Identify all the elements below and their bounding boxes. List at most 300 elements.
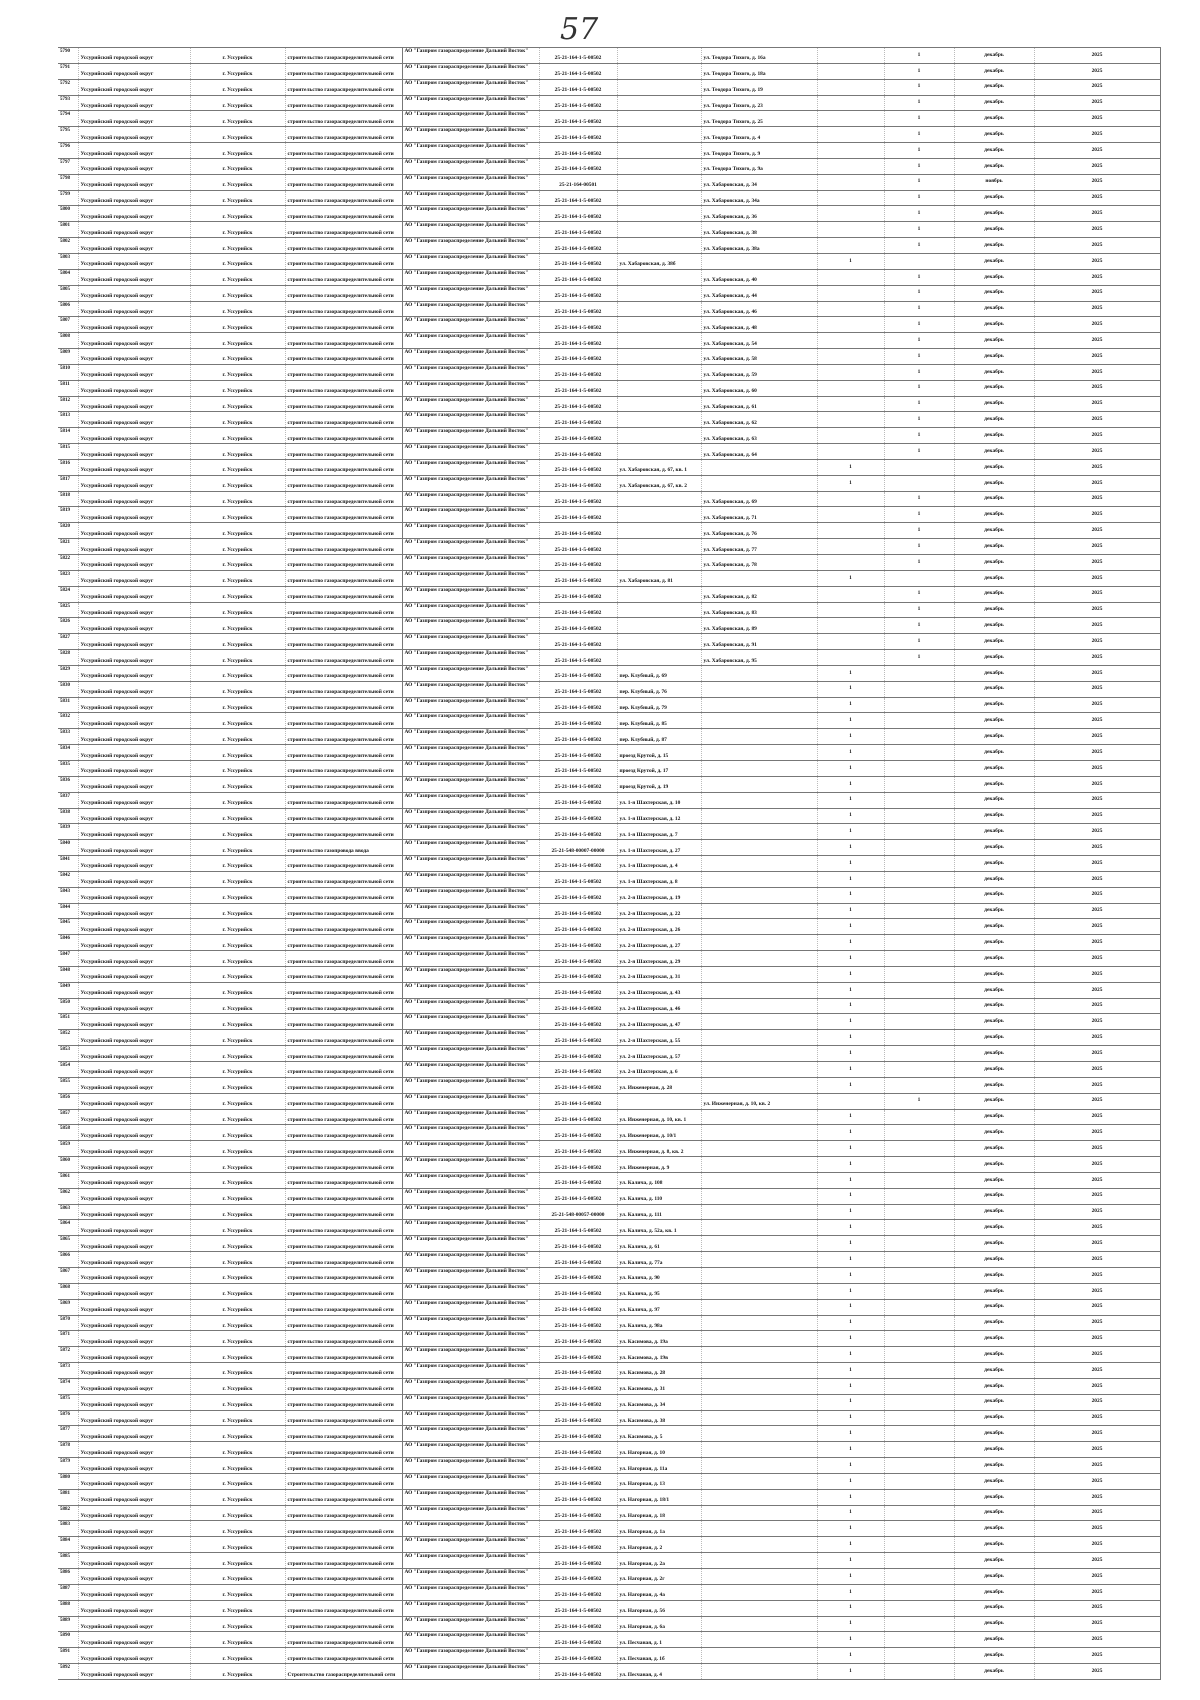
address-cell: пер. Клубный, д. 87 xyxy=(617,729,701,745)
completion-year-cell: 2025 xyxy=(1034,1537,1160,1553)
quantity-cell: 1 xyxy=(817,1172,884,1188)
completion-month-cell: декабрь xyxy=(954,190,1034,206)
table-row xyxy=(58,555,1160,571)
completion-year-cell: 2025 xyxy=(1034,1600,1160,1616)
quantity-cell: 1 xyxy=(817,1046,884,1062)
address-cell: ул. Калича, д. 90 xyxy=(617,1267,701,1283)
table-row xyxy=(58,222,1160,238)
locality-cell: г. Уссурийск xyxy=(190,206,285,222)
completion-year-cell: 2025 xyxy=(1034,713,1160,729)
quantity-cell xyxy=(817,380,884,396)
address-alt-cell xyxy=(701,951,817,967)
table-row xyxy=(58,206,1160,222)
address-cell xyxy=(617,396,701,412)
quantity-alt-cell xyxy=(884,1141,954,1157)
quantity-cell: 1 xyxy=(817,1553,884,1569)
object-code-cell: 25-21-164-1-5-00502 xyxy=(539,143,617,159)
municipal-district-cell: Уссурийский городской округ xyxy=(78,1648,190,1664)
address-cell: ул. Нагорная, д. 18/1 xyxy=(617,1489,701,1505)
quantity-cell: 1 xyxy=(817,1077,884,1093)
completion-month-cell: декабрь xyxy=(954,1093,1034,1109)
work-type-cell: строительство газораспределительной сети xyxy=(285,1014,402,1030)
locality-cell: г. Уссурийск xyxy=(190,459,285,475)
completion-month-cell: декабрь xyxy=(954,729,1034,745)
address-cell xyxy=(617,222,701,238)
object-code-cell: 25-21-164-1-5-00502 xyxy=(539,856,617,872)
completion-year-cell: 2025 xyxy=(1034,951,1160,967)
address-cell xyxy=(617,428,701,444)
municipal-district-cell: Уссурийский городской округ xyxy=(78,1489,190,1505)
table-row xyxy=(58,285,1160,301)
quantity-alt-cell: 1 xyxy=(884,285,954,301)
work-type-cell: строительство газораспределительной сети xyxy=(285,491,402,507)
quantity-alt-cell xyxy=(884,1236,954,1252)
object-code-cell: 25-21-164-1-5-00502 xyxy=(539,190,617,206)
row-number-cell: 5801 xyxy=(58,222,78,238)
completion-year-cell: 2025 xyxy=(1034,586,1160,602)
completion-month-cell: декабрь xyxy=(954,1046,1034,1062)
address-alt-cell: ул. Хабаровская, д. 63 xyxy=(701,428,817,444)
address-alt-cell: ул. Хабаровская, д. 62 xyxy=(701,412,817,428)
table-row xyxy=(58,1252,1160,1268)
quantity-alt-cell: 1 xyxy=(884,95,954,111)
locality-cell: г. Уссурийск xyxy=(190,1046,285,1062)
row-number-cell: 5890 xyxy=(58,1632,78,1648)
municipal-district-cell: Уссурийский городской округ xyxy=(78,602,190,618)
address-alt-cell xyxy=(701,1553,817,1569)
quantity-alt-cell xyxy=(884,1157,954,1173)
address-alt-cell xyxy=(701,1521,817,1537)
locality-cell: г. Уссурийск xyxy=(190,111,285,127)
object-code-cell: 25-21-164-1-5-00502 xyxy=(539,1378,617,1394)
address-alt-cell xyxy=(701,887,817,903)
quantity-cell: 1 xyxy=(817,1648,884,1664)
row-number-cell: 5797 xyxy=(58,158,78,174)
address-alt-cell: ул. Теодора Тихого, д. 9 xyxy=(701,143,817,159)
address-cell: ул. Калича, д. 97 xyxy=(617,1299,701,1315)
locality-cell: г. Уссурийск xyxy=(190,523,285,539)
table-row xyxy=(58,681,1160,697)
address-cell: ул. Калича, д. 108 xyxy=(617,1172,701,1188)
address-cell: ул. 1-я Шахтерская, д. 4 xyxy=(617,856,701,872)
work-type-cell: Строительство газораспределительной сети xyxy=(285,1664,402,1680)
quantity-alt-cell xyxy=(884,808,954,824)
table-row xyxy=(58,1537,1160,1553)
work-type-cell: строительство газораспределительной сети xyxy=(285,523,402,539)
completion-year-cell: 2025 xyxy=(1034,1267,1160,1283)
quantity-alt-cell: 1 xyxy=(884,491,954,507)
quantity-cell xyxy=(817,428,884,444)
organization-cell: АО "Газпром газораспределение Дальний Восток" xyxy=(402,713,539,729)
quantity-alt-cell: 1 xyxy=(884,333,954,349)
quantity-cell: 1 xyxy=(817,1236,884,1252)
object-code-cell: 25-21-164-1-5-00502 xyxy=(539,1030,617,1046)
completion-year-cell: 2025 xyxy=(1034,618,1160,634)
object-code-cell: 25-21-164-1-5-00502 xyxy=(539,1648,617,1664)
quantity-alt-cell xyxy=(884,792,954,808)
address-cell: ул. Нагорная, д. 4а xyxy=(617,1584,701,1600)
municipal-district-cell: Уссурийский городской округ xyxy=(78,79,190,95)
address-cell: ул. Калича, д. 95 xyxy=(617,1283,701,1299)
municipal-district-cell: Уссурийский городской округ xyxy=(78,111,190,127)
municipal-district-cell: Уссурийский городской округ xyxy=(78,127,190,143)
completion-month-cell: декабрь xyxy=(954,127,1034,143)
work-type-cell: строительство газораспределительной сети xyxy=(285,871,402,887)
organization-cell: АО "Газпром газораспределение Дальний Восток" xyxy=(402,1537,539,1553)
completion-month-cell: декабрь xyxy=(954,1363,1034,1379)
municipal-district-cell: Уссурийский городской округ xyxy=(78,998,190,1014)
address-alt-cell xyxy=(701,1299,817,1315)
table-row xyxy=(58,570,1160,586)
work-type-cell: строительство газораспределительной сети xyxy=(285,808,402,824)
gasification-registry-table xyxy=(58,47,1161,1680)
completion-month-cell: декабрь xyxy=(954,63,1034,79)
quantity-cell: 1 xyxy=(817,253,884,269)
quantity-alt-cell: 1 xyxy=(884,222,954,238)
address-cell: ул. Калича, д. 77а xyxy=(617,1252,701,1268)
table-row xyxy=(58,1632,1160,1648)
work-type-cell: строительство газораспределительной сети xyxy=(285,1188,402,1204)
address-cell: ул. Инженерная, д. 10/1 xyxy=(617,1125,701,1141)
completion-year-cell: 2025 xyxy=(1034,887,1160,903)
address-cell: ул. 2-я Шахтерская, д. 43 xyxy=(617,982,701,998)
organization-cell: АО "Газпром газораспределение Дальний Восток" xyxy=(402,444,539,460)
object-code-cell: 25-21-164-1-5-00502 xyxy=(539,1363,617,1379)
row-number-cell: 5835 xyxy=(58,760,78,776)
object-code-cell: 25-21-164-1-5-00502 xyxy=(539,459,617,475)
completion-year-cell: 2025 xyxy=(1034,1458,1160,1474)
organization-cell: АО "Газпром газораспределение Дальний Восток" xyxy=(402,1664,539,1680)
quantity-alt-cell: 1 xyxy=(884,428,954,444)
object-code-cell: 25-21-164-1-5-00502 xyxy=(539,665,617,681)
row-number-cell: 5810 xyxy=(58,364,78,380)
quantity-cell: 1 xyxy=(817,1442,884,1458)
address-cell xyxy=(617,63,701,79)
address-cell: ул. Нагорная, д. 56 xyxy=(617,1600,701,1616)
completion-year-cell: 2025 xyxy=(1034,396,1160,412)
organization-cell: АО "Газпром газораспределение Дальний Восток" xyxy=(402,1632,539,1648)
work-type-cell: строительство газораспределительной сети xyxy=(285,190,402,206)
organization-cell: АО "Газпром газораспределение Дальний Восток" xyxy=(402,887,539,903)
completion-month-cell: декабрь xyxy=(954,333,1034,349)
completion-month-cell: декабрь xyxy=(954,824,1034,840)
table-row xyxy=(58,523,1160,539)
object-code-cell: 25-21-548-00007-00000 xyxy=(539,840,617,856)
completion-month-cell: декабрь xyxy=(954,1600,1034,1616)
quantity-alt-cell xyxy=(884,871,954,887)
table-row xyxy=(58,317,1160,333)
locality-cell: г. Уссурийск xyxy=(190,824,285,840)
locality-cell: г. Уссурийск xyxy=(190,143,285,159)
table-row xyxy=(58,444,1160,460)
organization-cell: АО "Газпром газораспределение Дальний Восток" xyxy=(402,919,539,935)
quantity-cell: 1 xyxy=(817,871,884,887)
address-cell xyxy=(617,602,701,618)
address-alt-cell xyxy=(701,729,817,745)
municipal-district-cell: Уссурийский городской округ xyxy=(78,1600,190,1616)
row-number-cell: 5807 xyxy=(58,317,78,333)
table-row xyxy=(58,840,1160,856)
locality-cell: г. Уссурийск xyxy=(190,1537,285,1553)
locality-cell: г. Уссурийск xyxy=(190,1172,285,1188)
municipal-district-cell: Уссурийский городской округ xyxy=(78,1331,190,1347)
completion-month-cell: декабрь xyxy=(954,1125,1034,1141)
object-code-cell: 25-21-164-1-5-00502 xyxy=(539,507,617,523)
organization-cell: АО "Газпром газораспределение Дальний Восток" xyxy=(402,285,539,301)
organization-cell: АО "Газпром газораспределение Дальний Восток" xyxy=(402,1473,539,1489)
row-number-cell: 5862 xyxy=(58,1188,78,1204)
organization-cell: АО "Газпром газораспределение Дальний Восток" xyxy=(402,966,539,982)
completion-year-cell: 2025 xyxy=(1034,301,1160,317)
address-cell: ул. 2-я Шахтерская, д. 29 xyxy=(617,951,701,967)
address-alt-cell xyxy=(701,1062,817,1078)
completion-month-cell: декабрь xyxy=(954,697,1034,713)
row-number-cell: 5848 xyxy=(58,966,78,982)
quantity-cell: 1 xyxy=(817,665,884,681)
row-number-cell: 5840 xyxy=(58,840,78,856)
row-number-cell: 5867 xyxy=(58,1267,78,1283)
work-type-cell: строительство газораспределительной сети xyxy=(285,1632,402,1648)
quantity-cell: 1 xyxy=(817,1014,884,1030)
locality-cell: г. Уссурийск xyxy=(190,269,285,285)
object-code-cell: 25-21-164-1-5-00502 xyxy=(539,1473,617,1489)
completion-month-cell: декабрь xyxy=(954,745,1034,761)
completion-year-cell: 2025 xyxy=(1034,428,1160,444)
municipal-district-cell: Уссурийский городской округ xyxy=(78,760,190,776)
completion-year-cell: 2025 xyxy=(1034,1521,1160,1537)
organization-cell: АО "Газпром газораспределение Дальний Восток" xyxy=(402,1347,539,1363)
organization-cell: АО "Газпром газораспределение Дальний Восток" xyxy=(402,1410,539,1426)
organization-cell: АО "Газпром газораспределение Дальний Восток" xyxy=(402,935,539,951)
table-row xyxy=(58,349,1160,365)
quantity-alt-cell xyxy=(884,253,954,269)
table-row xyxy=(58,491,1160,507)
municipal-district-cell: Уссурийский городской округ xyxy=(78,982,190,998)
row-number-cell: 5858 xyxy=(58,1125,78,1141)
completion-year-cell: 2025 xyxy=(1034,190,1160,206)
address-alt-cell: ул. Хабаровская, д. 61 xyxy=(701,396,817,412)
locality-cell: г. Уссурийск xyxy=(190,1188,285,1204)
completion-month-cell: декабрь xyxy=(954,1521,1034,1537)
row-number-cell: 5800 xyxy=(58,206,78,222)
row-number-cell: 5852 xyxy=(58,1030,78,1046)
row-number-cell: 5809 xyxy=(58,349,78,365)
work-type-cell: строительство газораспределительной сети xyxy=(285,428,402,444)
address-cell xyxy=(617,174,701,190)
quantity-alt-cell: 1 xyxy=(884,412,954,428)
quantity-cell: 1 xyxy=(817,1062,884,1078)
address-cell xyxy=(617,238,701,254)
organization-cell: АО "Газпром газораспределение Дальний Восток" xyxy=(402,1141,539,1157)
quantity-alt-cell xyxy=(884,1046,954,1062)
quantity-cell: 1 xyxy=(817,713,884,729)
completion-year-cell: 2025 xyxy=(1034,444,1160,460)
object-code-cell: 25-21-164-1-5-00502 xyxy=(539,428,617,444)
row-number-cell: 5847 xyxy=(58,951,78,967)
work-type-cell: строительство газораспределительной сети xyxy=(285,48,402,64)
locality-cell: г. Уссурийск xyxy=(190,840,285,856)
address-cell: ул. Касимова, д. 19в xyxy=(617,1347,701,1363)
municipal-district-cell: Уссурийский городской округ xyxy=(78,935,190,951)
municipal-district-cell: Уссурийский городской округ xyxy=(78,1315,190,1331)
completion-month-cell: декабрь xyxy=(954,253,1034,269)
locality-cell: г. Уссурийск xyxy=(190,998,285,1014)
work-type-cell: строительство газораспределительной сети xyxy=(285,95,402,111)
object-code-cell: 25-21-164-1-5-00502 xyxy=(539,681,617,697)
row-number-cell: 5828 xyxy=(58,650,78,666)
completion-year-cell: 2025 xyxy=(1034,1157,1160,1173)
address-cell xyxy=(617,79,701,95)
work-type-cell: строительство газораспределительной сети xyxy=(285,1299,402,1315)
organization-cell: АО "Газпром газораспределение Дальний Восток" xyxy=(402,555,539,571)
address-cell: ул. Нагорная, д. 2а xyxy=(617,1553,701,1569)
quantity-alt-cell: 1 xyxy=(884,634,954,650)
municipal-district-cell: Уссурийский городской округ xyxy=(78,174,190,190)
quantity-cell xyxy=(817,158,884,174)
completion-month-cell: декабрь xyxy=(954,1537,1034,1553)
quantity-cell: 1 xyxy=(817,1616,884,1632)
completion-month-cell: декабрь xyxy=(954,1442,1034,1458)
quantity-alt-cell: 1 xyxy=(884,143,954,159)
row-number-cell: 5823 xyxy=(58,570,78,586)
organization-cell: АО "Газпром газораспределение Дальний Восток" xyxy=(402,1062,539,1078)
completion-month-cell: декабрь xyxy=(954,665,1034,681)
completion-year-cell: 2025 xyxy=(1034,1125,1160,1141)
table-row xyxy=(58,412,1160,428)
quantity-cell: 1 xyxy=(817,1283,884,1299)
row-number-cell: 5821 xyxy=(58,539,78,555)
completion-month-cell: декабрь xyxy=(954,1505,1034,1521)
object-code-cell: 25-21-164-1-5-00502 xyxy=(539,1109,617,1125)
quantity-cell: 1 xyxy=(817,681,884,697)
address-cell: ул. Хабаровская, д. 38б xyxy=(617,253,701,269)
address-alt-cell xyxy=(701,745,817,761)
table-row xyxy=(58,1077,1160,1093)
object-code-cell: 25-21-164-1-5-00502 xyxy=(539,380,617,396)
work-type-cell: строительство газораспределительной сети xyxy=(285,269,402,285)
quantity-cell: 1 xyxy=(817,808,884,824)
address-alt-cell xyxy=(701,570,817,586)
locality-cell: г. Уссурийск xyxy=(190,1267,285,1283)
completion-year-cell: 2025 xyxy=(1034,523,1160,539)
work-type-cell: строительство газораспределительной сети xyxy=(285,222,402,238)
work-type-cell: строительство газораспределительной сети xyxy=(285,1648,402,1664)
work-type-cell: строительство газораспределительной сети xyxy=(285,760,402,776)
address-alt-cell xyxy=(701,475,817,491)
object-code-cell: 25-21-164-1-5-00502 xyxy=(539,475,617,491)
organization-cell: АО "Газпром газораспределение Дальний Восток" xyxy=(402,1315,539,1331)
object-code-cell: 25-21-164-1-5-00502 xyxy=(539,1125,617,1141)
locality-cell: г. Уссурийск xyxy=(190,95,285,111)
work-type-cell: строительство газораспределительной сети xyxy=(285,349,402,365)
work-type-cell: строительство газораспределительной сети xyxy=(285,951,402,967)
completion-month-cell: декабрь xyxy=(954,1204,1034,1220)
quantity-alt-cell: 1 xyxy=(884,79,954,95)
completion-year-cell: 2025 xyxy=(1034,903,1160,919)
table-row xyxy=(58,1109,1160,1125)
work-type-cell: строительство газораспределительной сети xyxy=(285,1093,402,1109)
object-code-cell: 25-21-164-1-5-00502 xyxy=(539,1410,617,1426)
object-code-cell: 25-21-164-1-5-00502 xyxy=(539,333,617,349)
table-row xyxy=(58,269,1160,285)
work-type-cell: строительство газораспределительной сети xyxy=(285,63,402,79)
work-type-cell: строительство газораспределительной сети xyxy=(285,1077,402,1093)
quantity-cell: 1 xyxy=(817,1489,884,1505)
address-alt-cell xyxy=(701,1648,817,1664)
object-code-cell: 25-21-164-1-5-00502 xyxy=(539,618,617,634)
address-alt-cell xyxy=(701,1125,817,1141)
quantity-alt-cell: 1 xyxy=(884,380,954,396)
completion-year-cell: 2025 xyxy=(1034,745,1160,761)
completion-year-cell: 2025 xyxy=(1034,1315,1160,1331)
row-number-cell: 5872 xyxy=(58,1347,78,1363)
municipal-district-cell: Уссурийский городской округ xyxy=(78,824,190,840)
address-alt-cell: ул. Хабаровская, д. 78 xyxy=(701,555,817,571)
completion-month-cell: декабрь xyxy=(954,79,1034,95)
address-cell: ул. Касимова, д. 28 xyxy=(617,1363,701,1379)
organization-cell: АО "Газпром газораспределение Дальний Восток" xyxy=(402,681,539,697)
municipal-district-cell: Уссурийский городской округ xyxy=(78,792,190,808)
address-cell: ул. Хабаровская, д. 67, кв. 1 xyxy=(617,459,701,475)
object-code-cell: 25-21-164-1-5-00502 xyxy=(539,887,617,903)
completion-month-cell: декабрь xyxy=(954,1632,1034,1648)
table-row xyxy=(58,650,1160,666)
quantity-cell xyxy=(817,634,884,650)
quantity-alt-cell xyxy=(884,1584,954,1600)
quantity-cell xyxy=(817,1093,884,1109)
quantity-cell: 1 xyxy=(817,1299,884,1315)
object-code-cell: 25-21-164-1-5-00502 xyxy=(539,919,617,935)
organization-cell: АО "Газпром газораспределение Дальний Восток" xyxy=(402,269,539,285)
table-row xyxy=(58,887,1160,903)
locality-cell: г. Уссурийск xyxy=(190,650,285,666)
table-row xyxy=(58,1584,1160,1600)
address-cell: ул. Инженерная, д. 28 xyxy=(617,1077,701,1093)
completion-month-cell: декабрь xyxy=(954,871,1034,887)
completion-month-cell: декабрь xyxy=(954,618,1034,634)
municipal-district-cell: Уссурийский городской округ xyxy=(78,1030,190,1046)
municipal-district-cell: Уссурийский городской округ xyxy=(78,190,190,206)
address-cell xyxy=(617,317,701,333)
address-alt-cell xyxy=(701,713,817,729)
quantity-alt-cell: 1 xyxy=(884,349,954,365)
address-alt-cell xyxy=(701,1664,817,1680)
work-type-cell: строительство газораспределительной сети xyxy=(285,1315,402,1331)
row-number-cell: 5831 xyxy=(58,697,78,713)
row-number-cell: 5857 xyxy=(58,1109,78,1125)
organization-cell: АО "Газпром газораспределение Дальний Восток" xyxy=(402,808,539,824)
address-alt-cell xyxy=(701,1363,817,1379)
address-alt-cell xyxy=(701,1458,817,1474)
row-number-cell: 5879 xyxy=(58,1458,78,1474)
work-type-cell: строительство газораспределительной сети xyxy=(285,602,402,618)
municipal-district-cell: Уссурийский городской округ xyxy=(78,475,190,491)
quantity-alt-cell xyxy=(884,935,954,951)
completion-month-cell: декабрь xyxy=(954,1426,1034,1442)
address-alt-cell xyxy=(701,1109,817,1125)
completion-month-cell: декабрь xyxy=(954,966,1034,982)
object-code-cell: 25-21-164-1-5-00502 xyxy=(539,650,617,666)
address-alt-cell xyxy=(701,459,817,475)
completion-month-cell: декабрь xyxy=(954,1141,1034,1157)
work-type-cell: строительство газораспределительной сети xyxy=(285,539,402,555)
completion-year-cell: 2025 xyxy=(1034,1220,1160,1236)
row-number-cell: 5804 xyxy=(58,269,78,285)
locality-cell: г. Уссурийск xyxy=(190,1347,285,1363)
work-type-cell: строительство газораспределительной сети xyxy=(285,776,402,792)
row-number-cell: 5884 xyxy=(58,1537,78,1553)
address-alt-cell: ул. Хабаровская, д. 36 xyxy=(701,206,817,222)
